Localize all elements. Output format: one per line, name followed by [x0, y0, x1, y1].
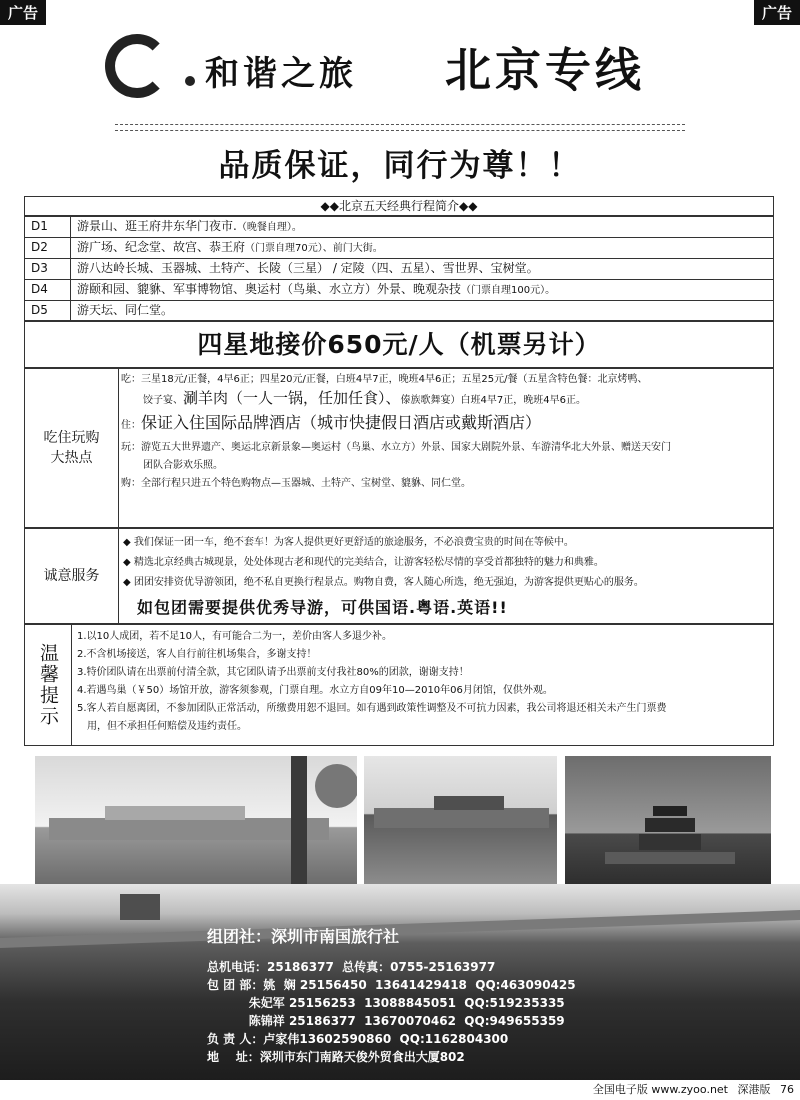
page-number: 76	[780, 1083, 794, 1096]
eat-line-2: 饺子宴、涮羊肉（一人一锅，任加任食）、傣族歌舞宴）白班4早7正，晚班4早6正。	[143, 389, 586, 407]
shop-line: 购：全部行程只进五个特色购物点—玉器城、土特产、宝树堂、貔貅、同仁堂。	[121, 478, 471, 489]
section-label: 诚意服务	[25, 529, 119, 623]
ad-label-right: 广告	[754, 0, 800, 25]
stay-line: 住：保证入住国际品牌酒店（城市快捷假日酒店或戴斯酒店）	[121, 413, 542, 432]
divider	[115, 130, 685, 131]
tip-item-cont: 用，但不承担任何赔偿及违约责任。	[87, 721, 247, 732]
brand-logo-dot	[185, 76, 195, 86]
tip-item: 2.不含机场接送，客人自行前往机场集合，多谢支持！	[77, 649, 317, 660]
contact-line: 陈锦祥 25186377 13670070462 QQ:949655359	[207, 1014, 565, 1028]
eat-stay-section	[24, 368, 774, 528]
contact-line: 地 址：深圳市东门南路天俊外贸食出大厦802	[207, 1050, 465, 1064]
route-title: 北京专线	[445, 43, 645, 97]
itinerary-title: ◆◆北京五天经典行程简介◆◆	[24, 196, 774, 216]
eat-line: 吃：三星18元/正餐，4早6正；四星20元/正餐，白班4早7正，晚班4早6正；五星25元/餐（五星含特色餐：北京烤鸭、	[121, 374, 648, 385]
tip-item: 3.特价团队请在出票前付清全款，其它团队请予出票前支付我社80%的团款，谢谢支持！	[77, 667, 469, 678]
guide-offer: 如包团需要提供优秀导游，可供国语.粤语.英语!!	[137, 598, 508, 617]
agency-title: 组团社：深圳市南国旅行社	[207, 927, 400, 946]
agency-contacts	[207, 958, 576, 1066]
itinerary-row-d2: D2 游广场、纪念堂、故宫、恭王府（门票自理70元）、前门大街。	[25, 237, 773, 258]
page-footer	[0, 1080, 800, 1100]
price-banner: 四星地接价650元/人（机票另计）	[24, 320, 774, 368]
service-item: ◆ 我们保证一团一车，绝不套车！为客人提供更好更舒适的旅途服务，不必浪费宝贵的时间在等候中。	[123, 537, 574, 548]
tip-item: 5.客人若自愿离团，不参加团队正常活动，所缴费用恕不退回。如有遇到政策性调整及不可抗力因素，我公司将退还相关未产生门票费	[77, 703, 667, 714]
site-link[interactable]: 全国电子版 www.zyoo.net	[592, 1083, 728, 1096]
itinerary-row-d5: D5 游天坛、同仁堂。	[25, 300, 773, 321]
brand-name: 和谐之旅	[205, 54, 357, 94]
itinerary-row-d3: D3 游八达岭长城、玉器城、土特产、长陵（三星） / 定陵（四、五星）、雪世界、宝树堂。	[25, 258, 773, 279]
tips-section	[24, 624, 774, 746]
slogan: 品质保证，同行为尊！！	[218, 148, 582, 184]
divider	[115, 124, 685, 125]
tip-item: 1.以10人成团，若不足10人，有可能合二为一，差价由客人多退少补。	[77, 631, 392, 642]
itinerary-row-d1: D1 游景山、逛王府井东华门夜市.（晚餐自理）。	[25, 217, 773, 237]
itinerary-table	[24, 216, 774, 322]
itinerary-row-d4: D4 游颐和园、貔貅、军事博物馆、奥运村（鸟巢、水立方）外景、晚观杂技（门票自理100元）。	[25, 279, 773, 300]
service-item: ◆ 团团安排资优导游领团，绝不私自更换行程景点。购物自费，客人随心所选，绝无强迫，为游客提供更贴心的服务。	[123, 577, 644, 588]
play-line-2: 团队合影欢乐照。	[143, 460, 223, 471]
brand-header	[105, 30, 705, 110]
edition-label: 深港版	[737, 1083, 771, 1096]
photo-forbidden-city	[364, 756, 557, 884]
contact-line: 负 责 人：卢家伟13602590860 QQ:1162804300	[207, 1032, 509, 1046]
ad-label-left: 广告	[0, 0, 46, 25]
tip-item: 4.若遇鸟巢（￥50）场馆开放，游客须参观，门票自理。水立方自09年10—2010年06月闭馆，仅供外观。	[77, 685, 553, 696]
service-item: ◆ 精选北京经典古城现景，处处体现古老和现代的完美结合，让游客轻松尽情的享受首都独特的魅力和典雅。	[123, 557, 604, 568]
contact-line: 包 团 部：姚 娴 25156450 13641429418 QQ:463090425	[207, 978, 576, 992]
photo-great-hall	[35, 756, 357, 884]
contact-line: 朱妃军 25156253 13088845051 QQ:519235335	[207, 996, 565, 1010]
section-label: 吃住玩购 大热点	[25, 369, 119, 527]
brand-logo-icon	[105, 34, 169, 98]
contact-line: 总机电话：25186377 总传真：0755-25163977	[207, 960, 496, 974]
section-label: 温馨提示	[25, 625, 72, 745]
photo-temple-of-heaven	[565, 756, 771, 884]
play-line: 玩：游览五大世界遗产、奥运北京新景象—奥运村（鸟巢、水立方）外景、国家大剧院外景、车游清华北大外景、赠送天安门	[121, 442, 671, 453]
sincere-service-section	[24, 528, 774, 624]
